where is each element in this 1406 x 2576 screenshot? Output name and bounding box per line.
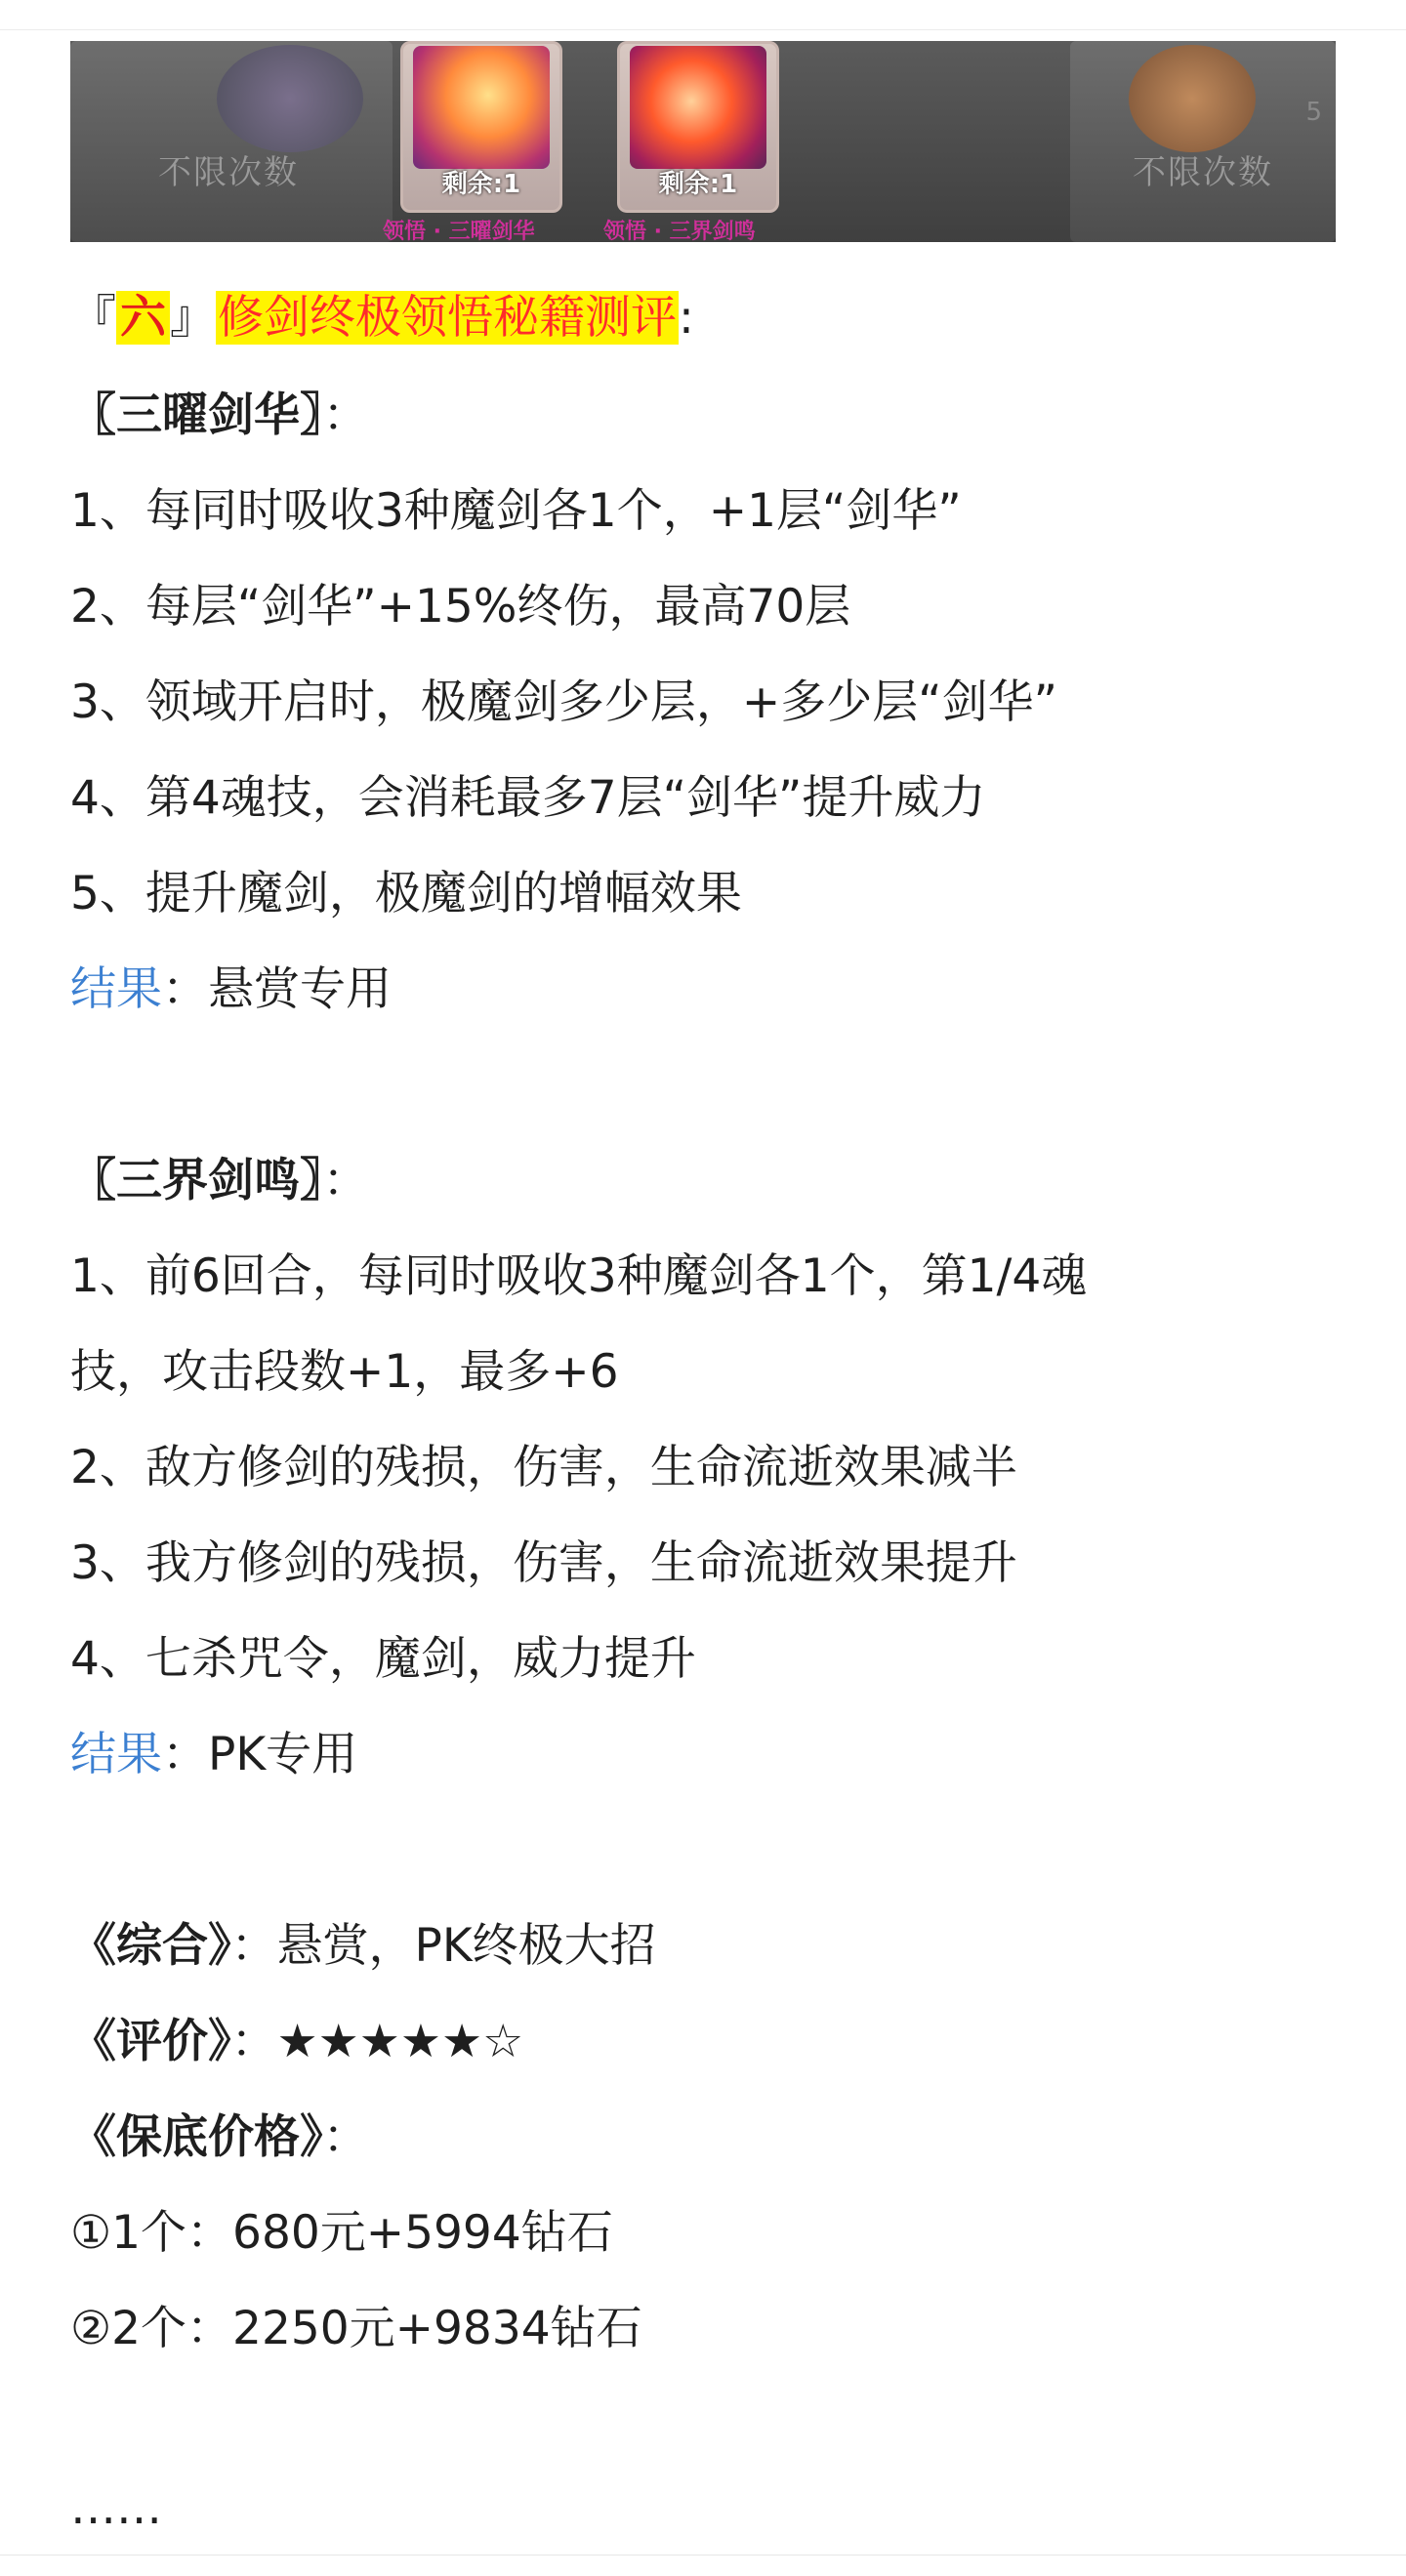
book1-item: 3、领域开启时，极魔剑多少层，+多少层“剑华” bbox=[70, 675, 1057, 729]
book2-title: 〖三界剑鸣〗 bbox=[70, 1154, 323, 1207]
book2-colon: ： bbox=[322, 1154, 369, 1207]
item-name-sanyao: 领悟 · 三曜剑华 bbox=[383, 220, 535, 242]
overall-label: 《综合》 bbox=[70, 1919, 231, 1973]
ellipsis: …… bbox=[70, 2481, 162, 2535]
right-item-card bbox=[1070, 41, 1336, 242]
game-screenshot-image bbox=[70, 41, 1336, 242]
book2-item: 4、七杀咒令，魔剑，威力提升 bbox=[70, 1632, 696, 1686]
price-option: ①1个：680元+5994钻石 bbox=[70, 2206, 613, 2260]
heading-title: 修剑终极领悟秘籍测评 bbox=[218, 291, 677, 345]
result-label: 结果 bbox=[70, 1728, 162, 1781]
book2-item: 3、我方修剑的残损，伤害，生命流逝效果提升 bbox=[70, 1536, 1017, 1590]
heading-number: 六 bbox=[116, 291, 170, 345]
book2-result bbox=[70, 1726, 357, 1784]
unlimited-label: 不限次数 bbox=[158, 153, 299, 192]
divider bbox=[0, 2555, 1406, 2556]
book1-title: 〖三曜剑华〗 bbox=[70, 388, 323, 442]
unlimited-label: 不限次数 bbox=[1133, 153, 1273, 192]
remain-count: 剩余:1 bbox=[441, 170, 521, 199]
left-item-card bbox=[70, 41, 393, 242]
result-value: ：悬赏专用 bbox=[162, 962, 392, 1016]
summary-rating bbox=[70, 2013, 523, 2071]
overall-value: ：悬赏，PK终极大招 bbox=[230, 1919, 656, 1973]
book1-item: 5、提升魔剑，极魔剑的增幅效果 bbox=[70, 867, 742, 920]
rating-stars: ：★★★★★☆ bbox=[230, 2015, 524, 2068]
book1-item: 2、每层“剑华”+15%终伤，最高70层 bbox=[70, 580, 851, 634]
top-bar bbox=[0, 0, 1406, 30]
item-slot-sanjie bbox=[617, 41, 779, 213]
result-label: 结果 bbox=[70, 962, 162, 1016]
book2-item: 技，攻击段数+1，最多+6 bbox=[70, 1345, 619, 1399]
book1-title-line bbox=[70, 387, 369, 445]
result-value: ：PK专用 bbox=[162, 1728, 358, 1781]
heading-bracket-open: 『 bbox=[70, 291, 116, 345]
item-count: 5 bbox=[1305, 98, 1322, 127]
item-name-sanjie: 领悟 · 三界剑鸣 bbox=[603, 220, 756, 242]
summary-overall bbox=[70, 1917, 656, 1976]
heading-bracket-close: 』 bbox=[170, 291, 216, 345]
heading-colon: : bbox=[679, 291, 694, 345]
rating-label: 《评价》 bbox=[70, 2015, 231, 2068]
book1-colon: ： bbox=[322, 388, 369, 442]
item-icon bbox=[217, 45, 363, 152]
item-icon bbox=[1129, 45, 1256, 152]
book1-result bbox=[70, 961, 392, 1019]
remain-count: 剩余:1 bbox=[658, 170, 738, 199]
book2-title-line bbox=[70, 1152, 369, 1210]
sword-feather-icon bbox=[413, 46, 550, 169]
section-heading bbox=[70, 289, 694, 348]
summary-price-title bbox=[70, 2108, 369, 2167]
book2-item: 2、敌方修剑的残损，伤害，生命流逝效果减半 bbox=[70, 1441, 1017, 1494]
book1-item: 1、每同时吸收3种魔剑各1个，+1层“剑华” bbox=[70, 484, 962, 538]
book2-item: 1、前6回合，每同时吸收3种魔剑各1个，第1/4魂 bbox=[70, 1249, 1088, 1303]
price-option: ②2个：2250元+9834钻石 bbox=[70, 2302, 642, 2355]
sword-flame-icon bbox=[630, 46, 766, 169]
price-colon: ： bbox=[322, 2110, 369, 2164]
book1-item: 4、第4魂技，会消耗最多7层“剑华”提升威力 bbox=[70, 771, 986, 825]
price-label: 《保底价格》 bbox=[70, 2110, 323, 2164]
item-slot-sanyao bbox=[400, 41, 562, 213]
